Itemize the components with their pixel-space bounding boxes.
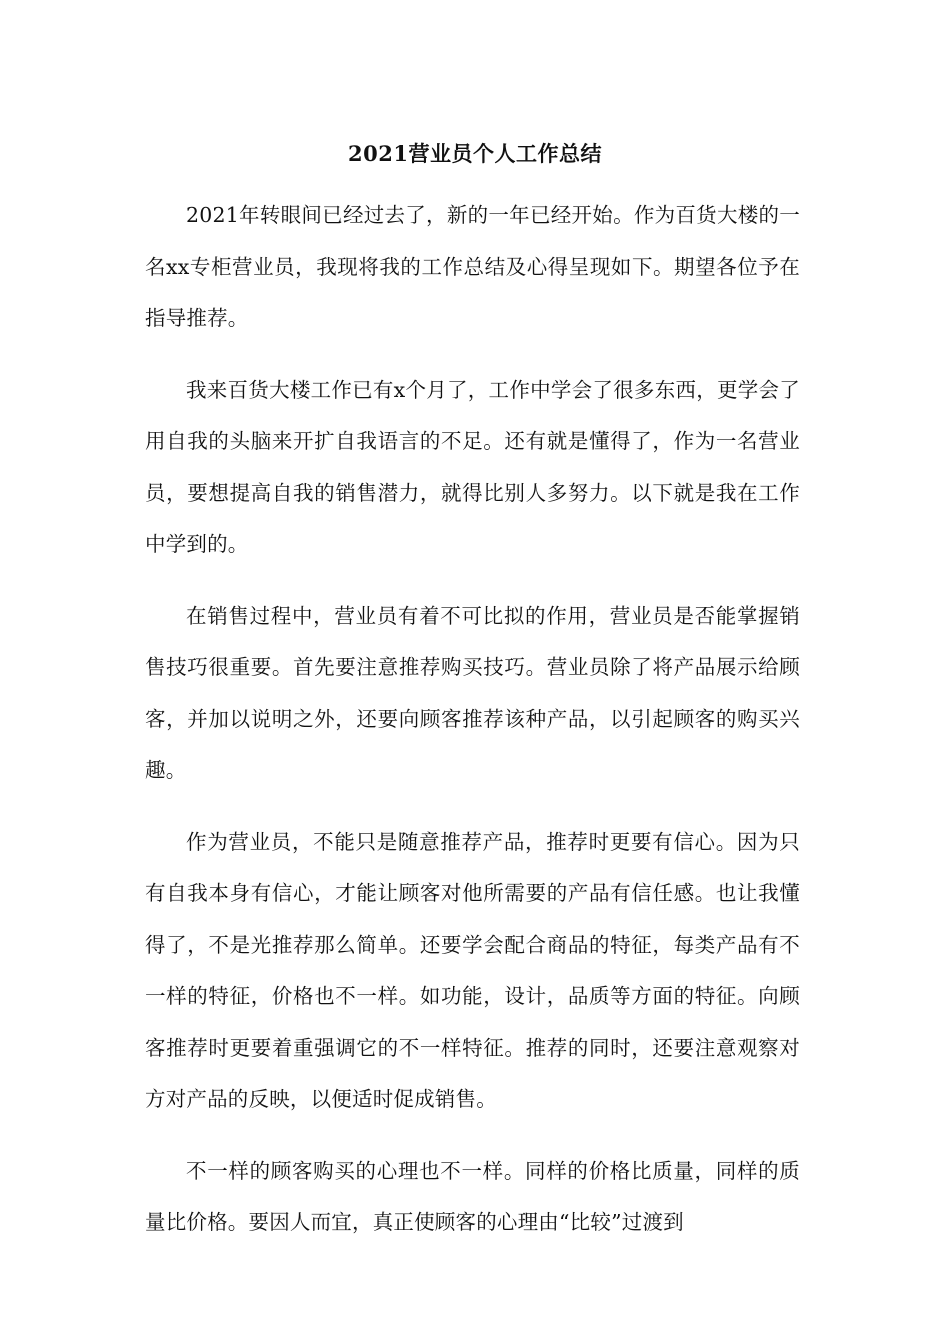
paragraph-5: 不一样的顾客购买的心理也不一样。同样的价格比质量，同样的质量比价格。要因人而宜，真正使顾客的心理由“比较”过渡到 xyxy=(145,1158,800,1234)
paragraph-3: 在销售过程中，营业员有着不可比拟的作用，营业员是否能掌握销售技巧很重要。首先要注意推荐购买技巧。营业员除了将产品展示给顾客，并加以说明之外，还要向顾客推荐该种产品，以引起顾客的购买兴趣。 xyxy=(145,603,800,782)
paragraph-1: 2021年转眼间已经过去了，新的一年已经开始。作为百货大楼的一名xx专柜营业员，我现将我的工作总结及心得呈现如下。期望各位予在指导推荐。 xyxy=(145,203,800,330)
paragraph-4: 作为营业员，不能只是随意推荐产品，推荐时更要有信心。因为只有自我本身有信心，才能让顾客对他所需要的产品有信任感。也让我懂得了，不是光推荐那么简单。还要学会配合商品的特征，每类产品有不一样的特征，价格也不一样。如功能，设计，品质等方面的特征。向顾客推荐时更要着重强调它的不一样特征。推荐的同时，还要注意观察对方对产品的反映，以便适时促成销售。 xyxy=(145,829,800,1111)
document-body xyxy=(145,190,800,1269)
document-title: 2021营业员个人工作总结 xyxy=(348,141,602,166)
paragraph-2: 我来百货大楼工作已有x个月了，工作中学会了很多东西，更学会了用自我的头脑来开扩自我语言的不足。还有就是懂得了，作为一名营业员，要想提高自我的销售潜力，就得比别人多努力。以下就是我在工作中学到的。 xyxy=(145,377,800,556)
